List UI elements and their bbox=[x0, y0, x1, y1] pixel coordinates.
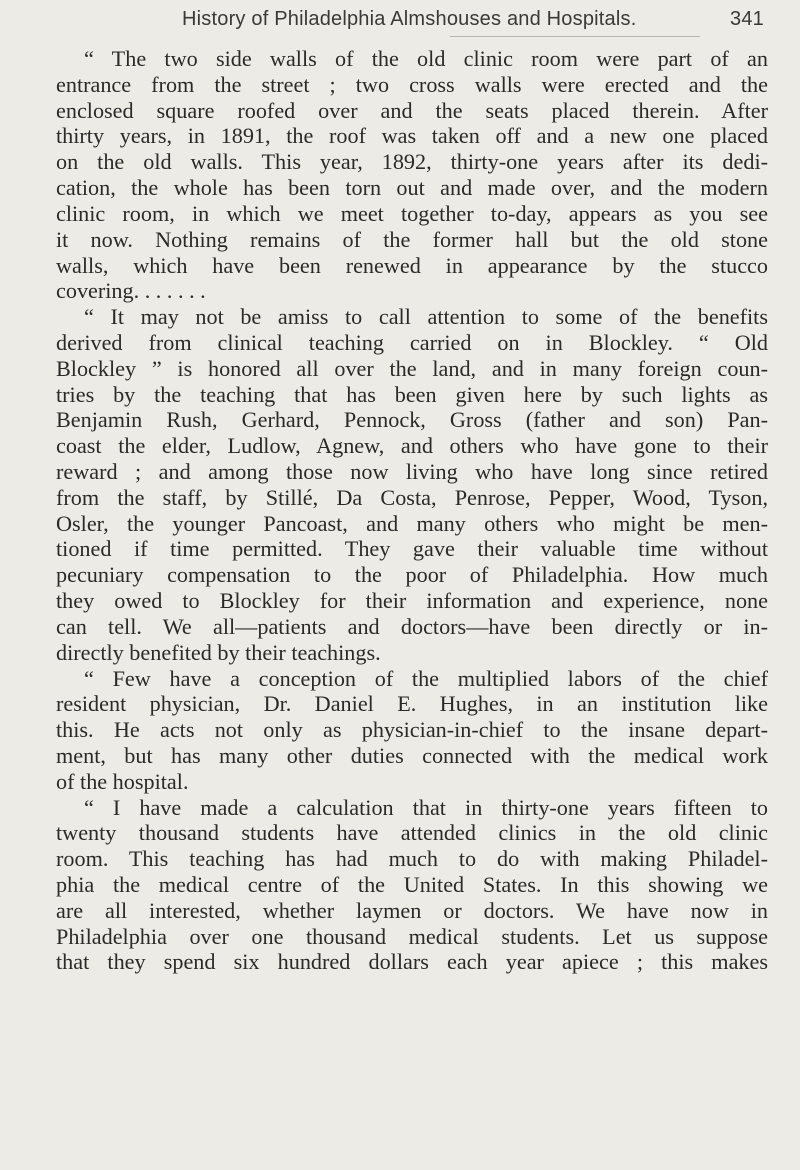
text-line: derived from clinical teaching carried on in Blockley. “ Old bbox=[56, 329, 768, 355]
text-line: phia the medical centre of the United States. In this showing we bbox=[56, 872, 768, 897]
text-line: “ The two side walls of the old clinic room were part of an bbox=[84, 46, 768, 71]
text-line: of the hospital. bbox=[56, 768, 189, 794]
text-line: it now. Nothing remains of the former hall but the old stone bbox=[56, 226, 768, 252]
text-line: coast the elder, Ludlow, Agnew, and others who have gone to their bbox=[56, 433, 768, 459]
text-line: tries by the teaching that has been given here by such lights as bbox=[56, 381, 768, 407]
text-line: this. He acts not only as physician-in-chief to the insane depart- bbox=[56, 717, 768, 743]
running-title: History of Philadelphia Almshouses and Hospitals. bbox=[182, 8, 637, 30]
text-line: “ I have made a calculation that in thirty-one years fifteen to bbox=[84, 794, 768, 820]
text-line: directly benefited by their teachings. bbox=[56, 639, 381, 665]
text-line: they owed to Blockley for their information and experience, none bbox=[56, 588, 768, 614]
text-line: Philadelphia over one thousand medical students. Let us suppose bbox=[56, 923, 768, 949]
text-line: on the old walls. This year, 1892, thirty-one years after its dedi- bbox=[56, 149, 768, 175]
body-text bbox=[56, 46, 768, 975]
text-line: entrance from the street ; two cross walls were erected and the bbox=[56, 71, 768, 97]
text-line: cation, the whole has been torn out and made over, and the modern bbox=[56, 175, 768, 201]
text-line: twenty thousand students have attended clinics in the old clinic bbox=[56, 820, 768, 846]
header-rule bbox=[450, 36, 700, 37]
text-line: tioned if time permitted. They gave their valuable time without bbox=[56, 536, 768, 562]
text-line: “ It may not be amiss to call attention to some of the benefits bbox=[84, 304, 768, 330]
running-head bbox=[182, 8, 764, 36]
text-line: are all interested, whether laymen or doctors. We have now in bbox=[56, 897, 768, 923]
text-line: can tell. We all—patients and doctors—have been directly or in- bbox=[56, 613, 768, 639]
text-line: Osler, the younger Pancoast, and many others who might be men- bbox=[56, 510, 768, 536]
text-line: Benjamin Rush, Gerhard, Pennock, Gross (father and son) Pan- bbox=[56, 407, 768, 433]
text-line: clinic room, in which we meet together to-day, appears as you see bbox=[56, 200, 768, 226]
text-line: reward ; and among those now living who have long since retired bbox=[56, 459, 768, 484]
text-line: that they spend six hundred dollars each year apiece ; this makes bbox=[56, 949, 768, 975]
text-line: thirty years, in 1891, the roof was taken off and a new one placed bbox=[56, 123, 768, 149]
text-line: “ Few have a conception of the multiplied labors of the chief bbox=[84, 665, 768, 691]
text-line: room. This teaching has had much to do with making Philadel- bbox=[56, 846, 768, 872]
text-line: pecuniary compensation to the poor of Philadelphia. How much bbox=[56, 562, 768, 588]
text-line: ment, but has many other duties connected with the medical work bbox=[56, 742, 768, 768]
page-number: 341 bbox=[730, 8, 764, 30]
text-line: resident physician, Dr. Daniel E. Hughes, in an institution like bbox=[56, 691, 768, 717]
text-line: walls, which have been renewed in appearance by the stucco bbox=[56, 252, 768, 278]
text-line: Blockley ” is honored all over the land, and in many foreign coun- bbox=[56, 355, 768, 381]
text-line: from the staff, by Stillé, Da Costa, Penrose, Pepper, Wood, Tyson, bbox=[56, 484, 768, 510]
text-line: enclosed square roofed over and the seats placed therein. After bbox=[56, 97, 768, 123]
text-line: covering. . . . . . . bbox=[56, 278, 206, 304]
